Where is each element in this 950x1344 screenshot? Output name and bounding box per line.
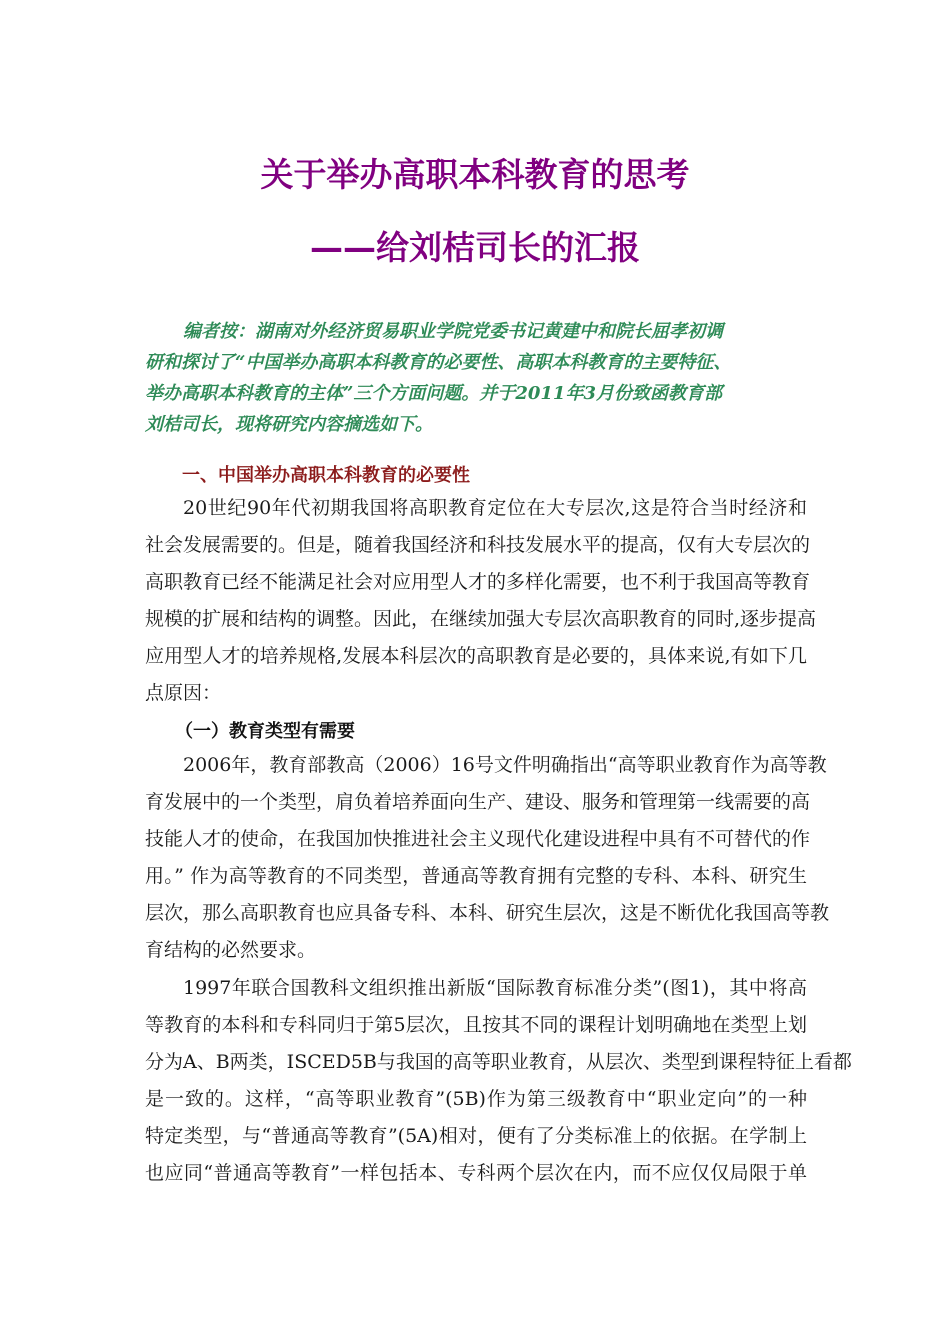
body-paragraph bbox=[145, 970, 852, 1192]
paragraph-line: 规模的扩展和结构的调整。因此，在继续加强大专层次高职教育的同时,逐步提高 bbox=[145, 608, 817, 630]
paragraph-line: 育发展中的一个类型，肩负着培养面向生产、建设、服务和管理第一线需要的高 bbox=[145, 791, 811, 813]
editor-note bbox=[145, 316, 805, 440]
section-heading: 一、中国举办高职本科教育的必要性 bbox=[182, 465, 470, 486]
paragraph-line: 层次，那么高职教育也应具备专科、本科、研究生层次，这是不断优化我国高等教 bbox=[145, 902, 830, 924]
paragraph-line: 育结构的必然要求。 bbox=[145, 939, 317, 961]
subsection-heading: （一）教育类型有需要 bbox=[175, 721, 355, 742]
paragraph-line: 等教育的本科和专科同归于第5层次，且按其不同的课程计划明确地在类型上划 bbox=[145, 1014, 807, 1036]
paragraph-line: 是一致的。这样，“高等职业教育”(5B)作为第三级教育中“职业定向”的一种 bbox=[145, 1088, 807, 1110]
document-title: 关于举办高职本科教育的思考 bbox=[260, 155, 690, 194]
editor-note-line: 刘桔司长，现将研究内容摘选如下。 bbox=[145, 414, 433, 435]
paragraph-line: 2006年，教育部教高（2006）16号文件明确指出“高等职业教育作为高等教 bbox=[183, 754, 827, 776]
paragraph-line: 用。” 作为高等教育的不同类型，普通高等教育拥有完整的专科、本科、研究生 bbox=[145, 865, 807, 887]
paragraph-line: 应用型人才的培养规格,发展本科层次的高职教育是必要的，具体来说,有如下几 bbox=[145, 645, 807, 667]
paragraph-line: 点原因： bbox=[145, 682, 222, 704]
paragraph-line: 分为A、B两类，ISCED5B与我国的高等职业教育，从层次、类型到课程特征上看都 bbox=[145, 1051, 852, 1073]
editor-note-line: 研和探讨了“中国举办高职本科教育的必要性、高职本科教育的主要特征、 bbox=[145, 352, 732, 373]
body-paragraph bbox=[145, 747, 830, 969]
document-subtitle: ——给刘桔司长的汇报 bbox=[310, 228, 640, 267]
paragraph-line: 技能人才的使命，在我国加快推进社会主义现代化建设进程中具有不可替代的作 bbox=[145, 828, 811, 850]
paragraph-line: 也应同“普通高等教育”一样包括本、专科两个层次在内，而不应仅仅局限于单 bbox=[145, 1162, 807, 1184]
editor-note-line: 举办高职本科教育的主体”三个方面问题。并于2011年3月份致函教育部 bbox=[145, 383, 722, 404]
paragraph-line: 高职教育已经不能满足社会对应用型人才的多样化需要，也不利于我国高等教育 bbox=[145, 571, 811, 593]
paragraph-line: 特定类型，与“普通高等教育”(5A)相对，便有了分类标准上的依据。在学制上 bbox=[145, 1125, 807, 1147]
editor-note-line: 编者按：湖南对外经济贸易职业学院党委书记黄建中和院长屈孝初调 bbox=[183, 321, 723, 342]
paragraph-line: 社会发展需要的。但是，随着我国经济和科技发展水平的提高，仅有大专层次的 bbox=[145, 534, 811, 556]
paragraph-line: 1997年联合国教科文组织推出新版“国际教育标准分类”(图1)，其中将高 bbox=[183, 977, 807, 999]
body-paragraph bbox=[145, 490, 817, 712]
paragraph-line: 20世纪90年代初期我国将高职教育定位在大专层次,这是符合当时经济和 bbox=[183, 497, 807, 519]
